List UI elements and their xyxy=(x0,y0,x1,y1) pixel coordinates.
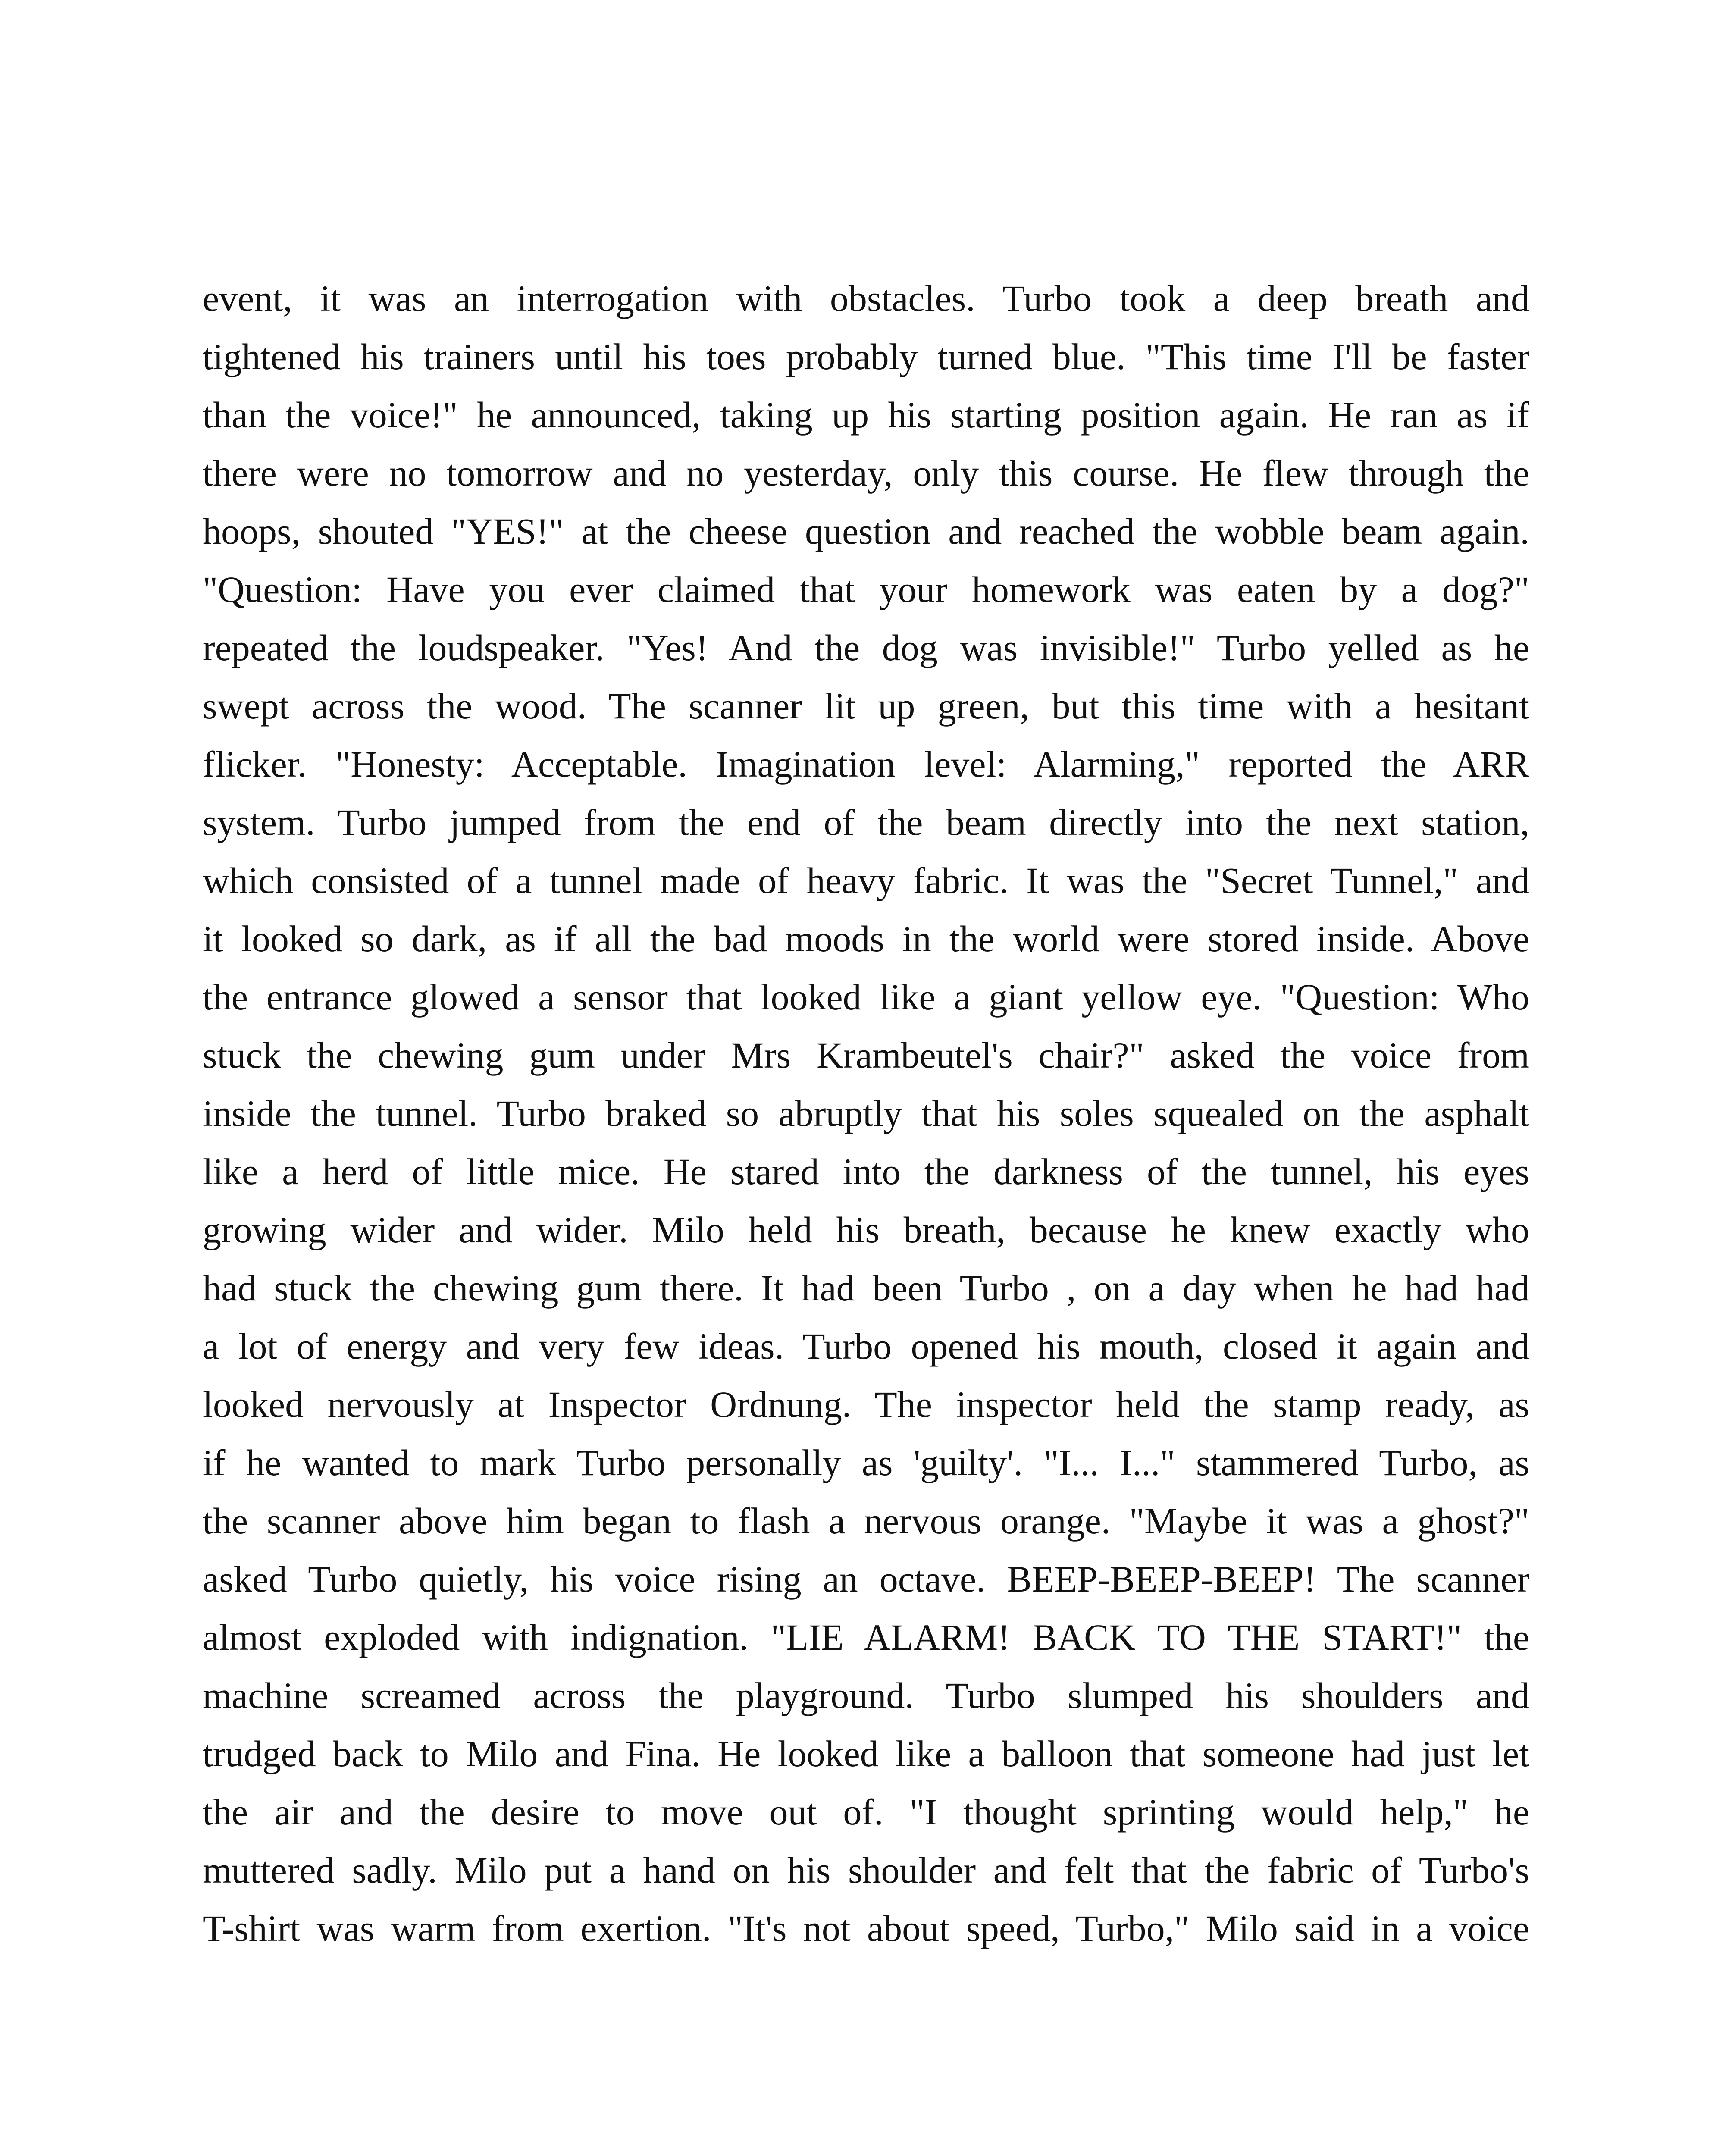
text-line: the air and the desire to move out of. "I thought sprinting would help," he xyxy=(203,1791,1529,1833)
text-line: if he wanted to mark Turbo personally as 'guilty'. "I... I..." stammered Turbo, as xyxy=(203,1442,1529,1483)
text-line: the scanner above him began to flash a nervous orange. "Maybe it was a ghost?" xyxy=(203,1500,1529,1542)
text-line: there were no tomorrow and no yesterday, only this course. He flew through the xyxy=(203,452,1529,494)
text-line: event, it was an interrogation with obstacles. Turbo took a deep breath and xyxy=(203,278,1529,319)
text-line: tightened his trainers until his toes probably turned blue. "This time I'll be faster xyxy=(203,336,1529,377)
text-line: stuck the chewing gum under Mrs Krambeutel's chair?" asked the voice from xyxy=(203,1034,1529,1076)
text-line: T-shirt was warm from exertion. "It's not about speed, Turbo," Milo said in a voice xyxy=(203,1908,1529,1949)
text-line: like a herd of little mice. He stared into the darkness of the tunnel, his eyes xyxy=(203,1151,1529,1192)
text-line: had stuck the chewing gum there. It had been Turbo , on a day when he had had xyxy=(203,1267,1529,1309)
text-line: system. Turbo jumped from the end of the beam directly into the next station, xyxy=(203,802,1529,843)
text-line: repeated the loudspeaker. "Yes! And the dog was invisible!" Turbo yelled as he xyxy=(203,627,1529,668)
body-paragraph xyxy=(203,270,1529,1958)
text-line: machine screamed across the playground. Turbo slumped his shoulders and xyxy=(203,1675,1529,1716)
text-line: muttered sadly. Milo put a hand on his shoulder and felt that the fabric of Turbo's xyxy=(203,1849,1529,1891)
text-line: than the voice!" he announced, taking up his starting position again. He ran as if xyxy=(203,394,1529,436)
text-line: "Question: Have you ever claimed that your homework was eaten by a dog?" xyxy=(203,569,1529,610)
text-line: it looked so dark, as if all the bad moods in the world were stored inside. Above xyxy=(203,918,1529,959)
text-line: which consisted of a tunnel made of heavy fabric. It was the "Secret Tunnel," and xyxy=(203,860,1529,901)
text-line: a lot of energy and very few ideas. Turbo opened his mouth, closed it again and xyxy=(203,1326,1529,1367)
text-line: growing wider and wider. Milo held his breath, because he knew exactly who xyxy=(203,1209,1529,1250)
text-line: the entrance glowed a sensor that looked like a giant yellow eye. "Question: Who xyxy=(203,976,1529,1018)
text-line: trudged back to Milo and Fina. He looked like a balloon that someone had just let xyxy=(203,1733,1529,1774)
text-line: swept across the wood. The scanner lit up green, but this time with a hesitant xyxy=(203,685,1529,727)
text-line: asked Turbo quietly, his voice rising an octave. BEEP-BEEP-BEEP! The scanner xyxy=(203,1558,1529,1600)
text-line: hoops, shouted "YES!" at the cheese question and reached the wobble beam again. xyxy=(203,511,1529,552)
text-line: looked nervously at Inspector Ordnung. The inspector held the stamp ready, as xyxy=(203,1384,1529,1425)
text-line: almost exploded with indignation. "LIE ALARM! BACK TO THE START!" the xyxy=(203,1617,1529,1658)
text-line: inside the tunnel. Turbo braked so abruptly that his soles squealed on the asphalt xyxy=(203,1093,1529,1134)
text-line: flicker. "Honesty: Acceptable. Imagination level: Alarming," reported the ARR xyxy=(203,743,1529,785)
